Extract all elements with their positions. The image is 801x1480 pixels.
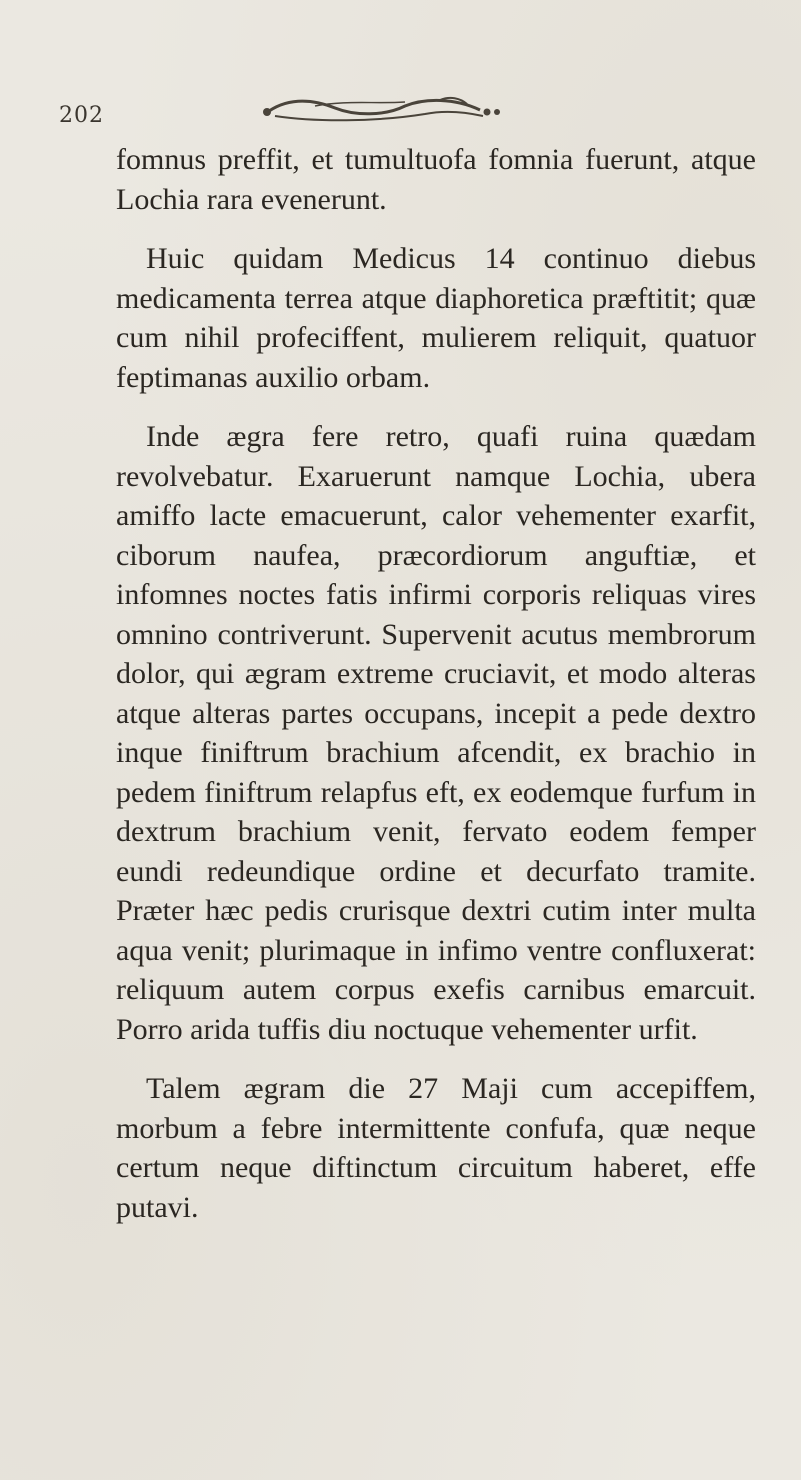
headpiece-ornament (255, 92, 505, 126)
paragraph: fomnus preffit, et tumultuofa fomnia fuerunt, atque Lochia rara evenerunt. (116, 143, 756, 216)
page-number: 202 (59, 103, 104, 128)
body-text (116, 140, 756, 1227)
paragraph: Huic quidam Medicus 14 continuo diebus medicamenta terrea atque diaphoretica præftitit; quæ cum nihil profeciffent, mulierem reliquit, quatuor feptimanas auxilio orbam. (116, 242, 756, 394)
paragraph: Inde ægra fere retro, quafi ruina quædam revolvebatur. Exaruerunt namque Lochia, ubera amiffo lacte emacuerunt, calor vehementer exarfit, ciborum naufea, præcordiorum anguftiæ, et infomnes noctes fatis infirmi corporis reliquas vires omnino contriverunt. Supervenit acutus membrorum dolor, qui ægram extreme cruciavit, et modo alteras atque alteras partes occupans, incepit a pede dextro inque finiftrum brachium afcendit, ex brachio in pedem finiftrum relapfus eft, ex eodemque furfum in dextrum brachium venit, fervato eodem femper eundi redeundique ordine et decurfato tramite. Præter hæc pedis crurisque dextri cutim inter multa aqua venit; plurimaque in infimo ventre confluxerat: reliquum autem corpus exefis carnibus emarcuit. Porro arida tuffis diu noctuque vehementer urfit. (116, 420, 756, 1046)
paragraph: Talem ægram die 27 Maji cum accepiffem, morbum a febre intermittente confufa, quæ neque certum neque diftinctum circuitum haberet, effe putavi. (116, 1072, 756, 1224)
